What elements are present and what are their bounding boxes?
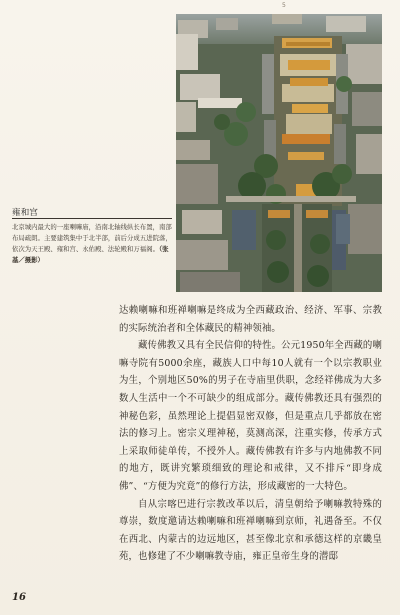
caption-body: 北京城内最大的一座喇嘛庙，沿南北轴线纵长布置，南部布局疏朗。主要建筑集中于北半部，前后分成五进院落，依次为天王殿、雍和宫、永佑殿、法轮殿和万福阁。 xyxy=(12,223,172,253)
paragraph-2: 藏传佛教又具有全民信仰的特性。公元1950年全西藏的喇嘛寺院有5000余座，藏族人口中每10人就有一个以宗教职业为生，个别地区50%的男子在寺庙里供职，念经祥佛成为大多数人生活中一个不可缺少的组成部分。藏传佛教还具有强烈的神秘色彩，虽然理论上提倡显密双修，但是重点几乎都放在密法的修习上。密宗义理神秘，莫测高深，注重实修，传承方式上采取师徒单传，不授外人。藏传佛教有许多与内地佛教不同的地方，既讲究繁琐细致的理论和戒律，又不排斥“即身成佛”、“方便为究竟”的修行方法，形成藏密的一大特色。 xyxy=(119,340,382,492)
page-top-mark: 5 xyxy=(282,2,286,9)
aerial-photo xyxy=(176,14,382,292)
body-text xyxy=(119,302,382,566)
caption-divider xyxy=(12,218,172,219)
caption-title: 雍和宫 xyxy=(12,208,39,218)
caption-text xyxy=(12,222,175,266)
aerial-photo-image xyxy=(176,14,382,292)
paragraph-1: 达赖喇嘛和班禅喇嘛是终成为全西藏政治、经济、军事、宗教的实际统治者和全体藏民的精神领袖。 xyxy=(119,305,382,334)
caption-credit: （张 基／摄影） xyxy=(12,245,175,264)
page-number: 16 xyxy=(12,592,26,603)
paragraph-3: 自从宗喀巴进行宗教改革以后，清皇朝给予喇嘛教特殊的尊崇，数度邀请达赖喇嘛和班禅喇嘛到京师，礼遇备至。不仅在西北、内蒙古的边远地区，甚至像北京和承德这样的京畿皇苑，也修建了不少喇嘛教寺庙，雍正皇帝生身的潜邸 xyxy=(119,498,382,563)
